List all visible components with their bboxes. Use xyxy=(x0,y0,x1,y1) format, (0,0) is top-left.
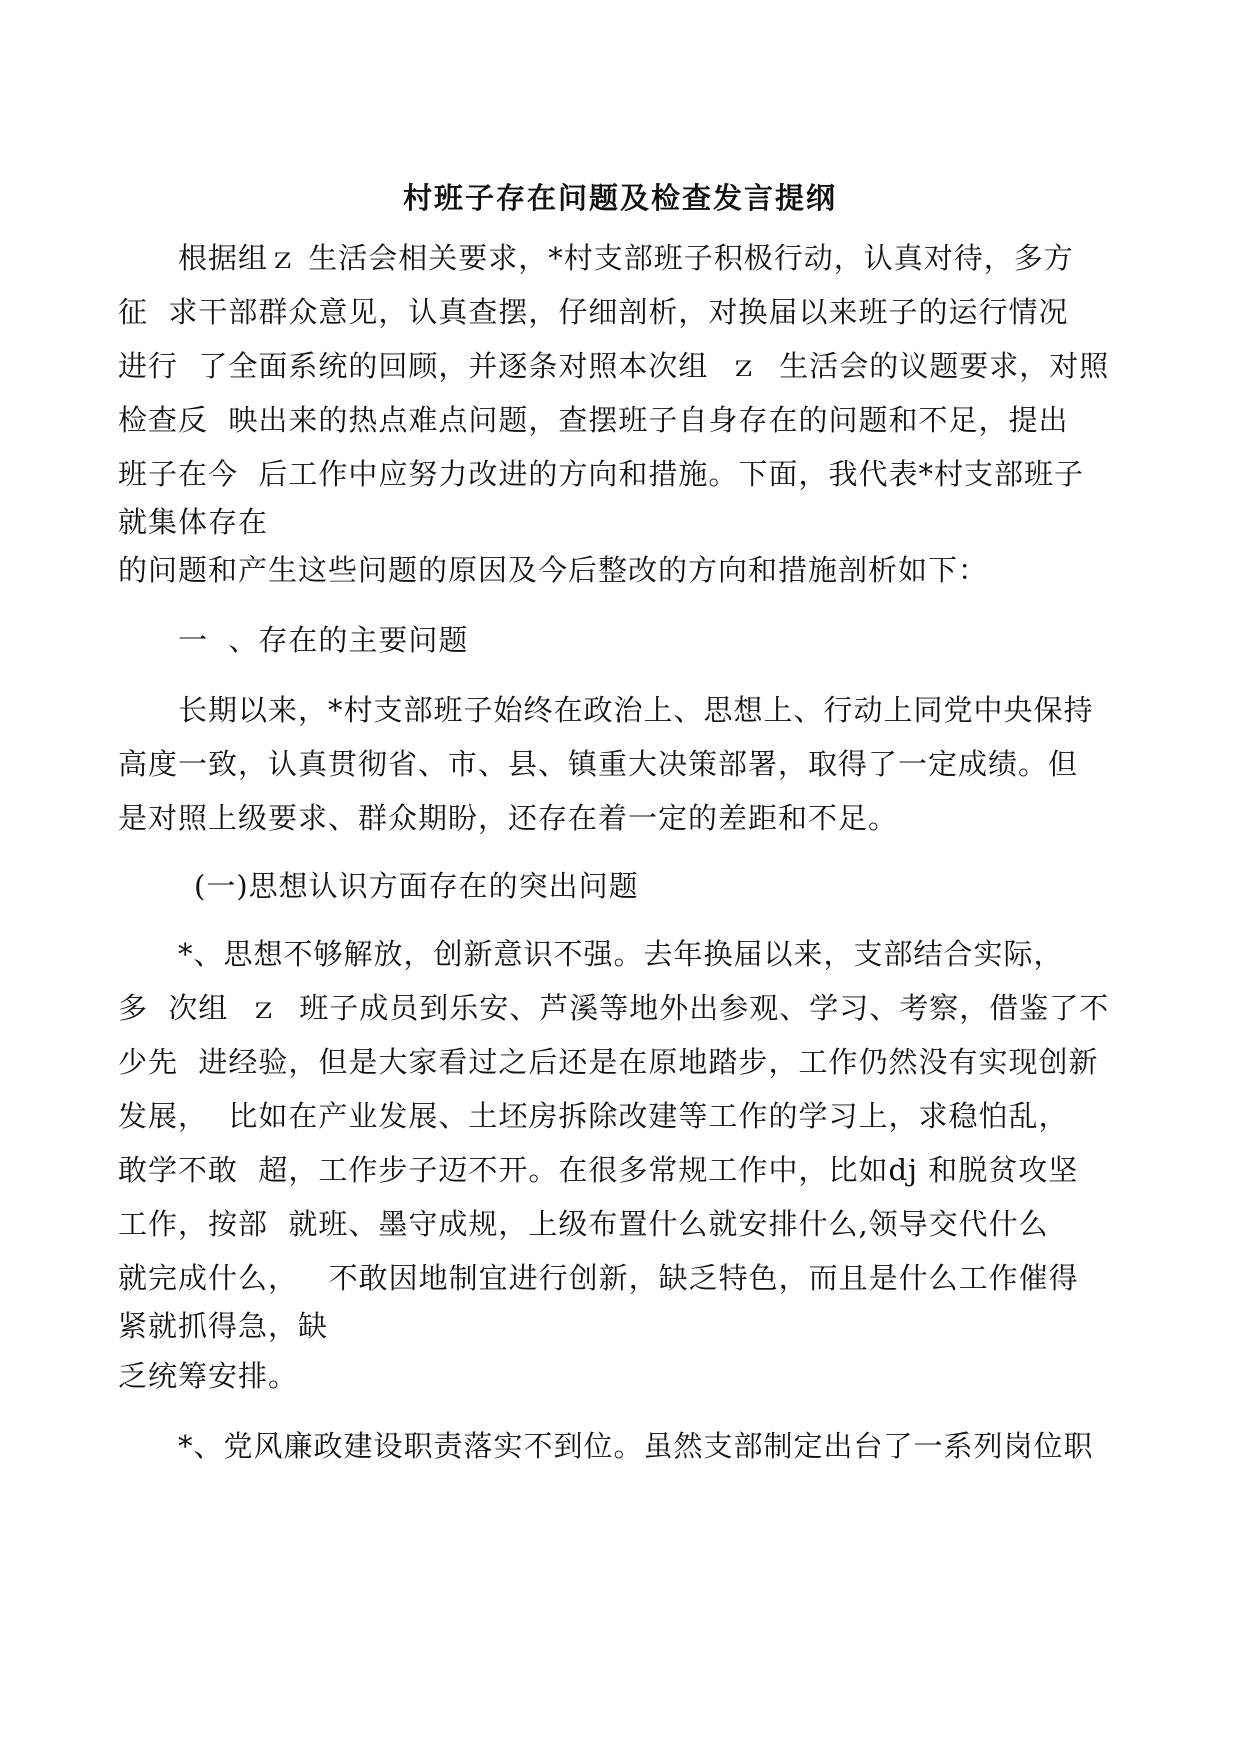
section-heading: 一 、存在的主要问题 xyxy=(178,623,469,657)
paragraph-line: 征 求干部群众意见，认真查摆，仔细剖析，对换届以来班子的运行情况 xyxy=(118,295,1069,329)
paragraph-line: 长期以来，*村支部班子始终在政治上、思想上、行动上同党中央保持 xyxy=(178,693,1094,727)
paragraph-line: 少先 进经验，但是大家看过之后还是在原地踏步，工作仍然没有实现创新 xyxy=(118,1045,1099,1079)
paragraph-line: 就集体存在 xyxy=(118,505,269,539)
paragraph-line: 的问题和产生这些问题的原因及今后整改的方向和措施剖析如下： xyxy=(118,553,989,587)
paragraph-line: 检查反 映出来的热点难点问题，查摆班子自身存在的问题和不足，提出 xyxy=(118,403,1069,437)
paragraph-line: 多 次组 ｚ 班子成员到乐安、芦溪等地外出参观、学习、考察，借鉴了不 xyxy=(118,991,1110,1025)
paragraph-line: *、思想不够解放，创新意识不强。去年换届以来，支部结合实际， xyxy=(178,937,1064,971)
document-title: 村班子存在问题及检查发言提纲 xyxy=(402,181,837,215)
paragraph-line: 工作，按部 就班、墨守成规，上级布置什么就安排什么,领导交代什么 xyxy=(118,1207,1049,1241)
subsection-heading: (一)思想认识方面存在的突出问题 xyxy=(194,869,639,903)
paragraph-line: 高度一致，认真贯彻省、市、县、镇重大决策部署，取得了一定成绩。但 xyxy=(118,747,1079,781)
paragraph-line: 发展， 比如在产业发展、土坯房拆除改建等工作的学习上，求稳怕乱， xyxy=(118,1099,1069,1133)
paragraph-line: *、党风廉政建设职责落实不到位。虽然支部制定出台了一系列岗位职 xyxy=(178,1429,1094,1463)
paragraph-line: 就完成什么， 不敢因地制宜进行创新，缺乏特色，而且是什么工作催得 xyxy=(118,1261,1079,1295)
paragraph-line: 紧就抓得急，缺 xyxy=(118,1309,329,1343)
paragraph-line: 班子在今 后工作中应努力改进的方向和措施。下面，我代表*村支部班子 xyxy=(118,457,1084,491)
paragraph-line: 乏统筹安排。 xyxy=(118,1359,299,1393)
paragraph-line: 进行 了全面系统的回顾，并逐条对照本次组 ｚ 生活会的议题要求，对照 xyxy=(118,349,1110,383)
paragraph-line: 是对照上级要求、群众期盼，还存在着一定的差距和不足。 xyxy=(118,801,899,835)
paragraph-line: 根据组ｚ 生活会相关要求，*村支部班子积极行动，认真对待，多方 xyxy=(178,241,1074,275)
paragraph-line: 敢学不敢 超，工作步子迈不开。在很多常规工作中，比如dj 和脱贫攻坚 xyxy=(118,1153,1079,1187)
